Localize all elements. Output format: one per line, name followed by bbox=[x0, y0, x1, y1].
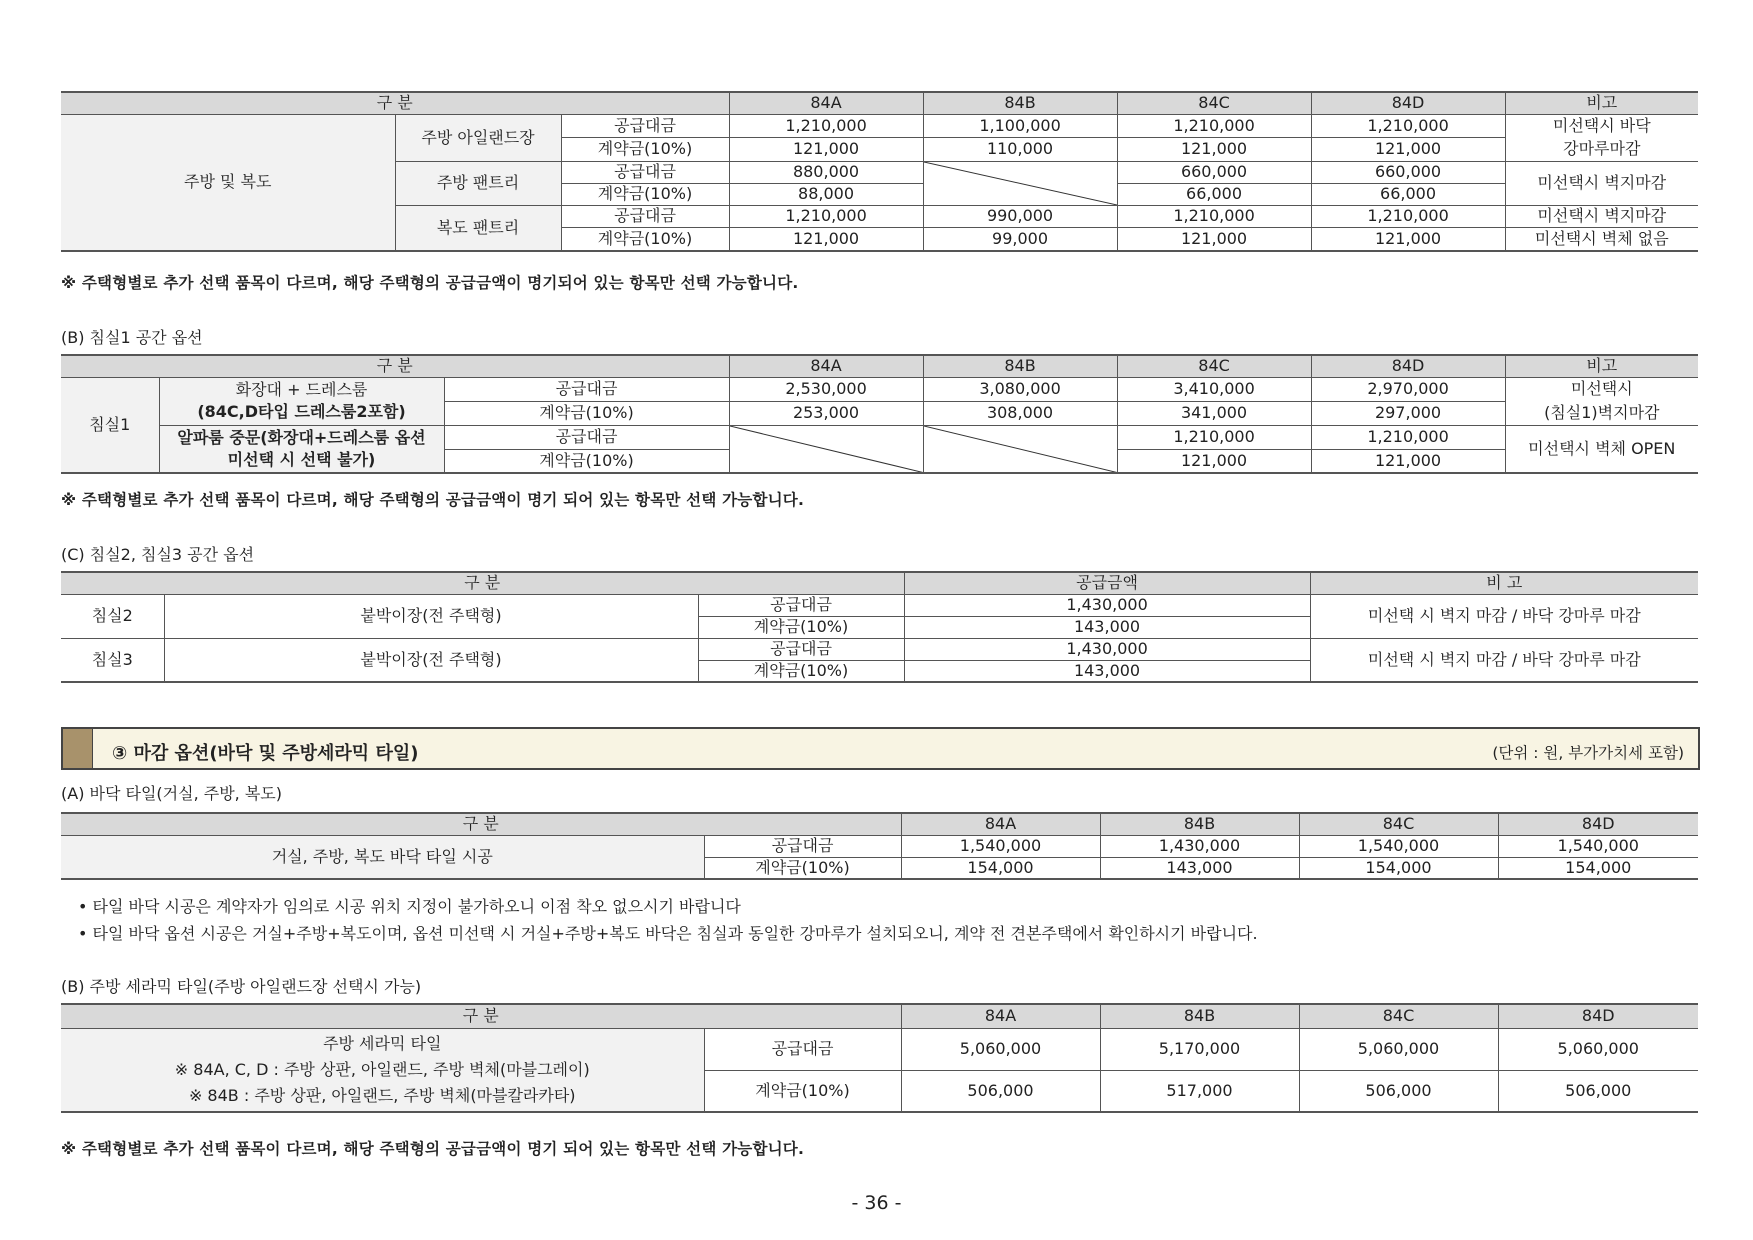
cell-value: 5,170,000 bbox=[1100, 1028, 1299, 1070]
cell-value: 5,060,000 bbox=[901, 1028, 1100, 1070]
cell-value: 506,000 bbox=[1299, 1070, 1498, 1112]
section-unit-note: (단위 : 원, 부가가치세 포함) bbox=[1492, 744, 1684, 762]
caption-e: (B) 주방 세라믹 타일(주방 아일랜드장 선택시 가능) bbox=[61, 977, 422, 996]
cell-value: 1,210,000 bbox=[1117, 114, 1311, 137]
table-row bbox=[61, 425, 1698, 449]
header-84c: 84C bbox=[1117, 355, 1311, 377]
header-category: 구 분 bbox=[61, 355, 729, 377]
item-name-line2: ※ 84A, C, D : 주방 상판, 아일랜드, 주방 벽체(마블그레이) bbox=[174, 1059, 590, 1079]
cell-value: 253,000 bbox=[729, 401, 923, 425]
header-84a: 84A bbox=[729, 92, 923, 114]
deposit-label: 계약금(10%) bbox=[561, 227, 729, 251]
cell-value: 1,100,000 bbox=[923, 114, 1117, 137]
cell-value: 1,210,000 bbox=[1117, 205, 1311, 227]
cell-value: 154,000 bbox=[1498, 857, 1698, 879]
cell-value: 506,000 bbox=[1498, 1070, 1698, 1112]
table-row bbox=[61, 1028, 1698, 1070]
caption-d: (A) 바닥 타일(거실, 주방, 복도) bbox=[61, 784, 282, 803]
remark: 미선택 시 벽지 마감 / 바닥 강마루 마감 bbox=[1310, 638, 1698, 682]
header-remark: 비고 bbox=[1505, 92, 1698, 114]
supply-label: 공급대금 bbox=[561, 114, 729, 137]
group-label: 침실1 bbox=[61, 377, 159, 473]
cell-value: 121,000 bbox=[1311, 137, 1505, 161]
cell-value: 2,530,000 bbox=[729, 377, 923, 401]
header-84d: 84D bbox=[1311, 355, 1505, 377]
header-amount: 공급금액 bbox=[904, 572, 1310, 594]
page-number: - 36 - bbox=[851, 1192, 902, 1214]
item-name-line3: ※ 84B : 주방 상판, 아일랜드, 주방 벽체(마블칼라카타) bbox=[188, 1085, 576, 1105]
cell-value: 1,540,000 bbox=[1299, 835, 1498, 857]
header-remark: 비 고 bbox=[1310, 572, 1698, 594]
cell-value: 121,000 bbox=[1311, 449, 1505, 473]
cell-value: 506,000 bbox=[901, 1070, 1100, 1112]
header-84b: 84B bbox=[1100, 813, 1299, 835]
cell-value: 297,000 bbox=[1311, 401, 1505, 425]
cell-value: 143,000 bbox=[904, 616, 1310, 638]
deposit-label: 계약금(10%) bbox=[698, 616, 904, 638]
header-84b: 84B bbox=[923, 355, 1117, 377]
header-remark: 비고 bbox=[1505, 355, 1698, 377]
cell-value: 143,000 bbox=[1100, 857, 1299, 879]
supply-label: 공급대금 bbox=[561, 205, 729, 227]
table-bedroom23 bbox=[61, 571, 1698, 683]
deposit-label: 계약금(10%) bbox=[698, 660, 904, 682]
remark: 강마루마감 bbox=[1505, 137, 1698, 161]
header-84a: 84A bbox=[901, 813, 1100, 835]
supply-label: 공급대금 bbox=[444, 377, 729, 401]
cell-value: 1,430,000 bbox=[904, 638, 1310, 660]
item-name: 거실, 주방, 복도 바닥 타일 시공 bbox=[61, 835, 704, 879]
item-name-line2: (84C,D타입 드레스룸2포함) bbox=[197, 402, 406, 421]
deposit-label: 계약금(10%) bbox=[561, 183, 729, 205]
note-e: ※ 주택형별로 추가 선택 품목이 다르며, 해당 주택형의 공급금액이 명기 되어 있는 항목만 선택 가능합니다. bbox=[61, 1140, 805, 1158]
item-name bbox=[61, 1028, 704, 1112]
supply-label: 공급대금 bbox=[561, 161, 729, 183]
supply-label: 공급대금 bbox=[704, 835, 901, 857]
cell-value: 66,000 bbox=[1311, 183, 1505, 205]
bullet-note: • 타일 바닥 옵션 시공은 거실+주방+복도이며, 옵션 미선택 시 거실+주방+복도 바닥은 침실과 동일한 강마루가 설치되오니, 계약 전 견본주택에서 확인하시기 바랍니다. bbox=[78, 924, 1258, 943]
caption-c: (C) 침실2, 침실3 공간 옵션 bbox=[61, 545, 255, 564]
item-name bbox=[159, 425, 444, 473]
header-84b: 84B bbox=[923, 92, 1117, 114]
cell-value: 1,210,000 bbox=[1311, 114, 1505, 137]
cell-value: 1,210,000 bbox=[729, 205, 923, 227]
table-row bbox=[61, 377, 1698, 401]
not-applicable-cell bbox=[923, 425, 1117, 473]
cell-value: 660,000 bbox=[1311, 161, 1505, 183]
cell-value: 121,000 bbox=[1117, 227, 1311, 251]
cell-value: 110,000 bbox=[923, 137, 1117, 161]
header-84b: 84B bbox=[1100, 1004, 1299, 1028]
item-name: 붙박이장(전 주택형) bbox=[164, 594, 698, 638]
note-b: ※ 주택형별로 추가 선택 품목이 다르며, 해당 주택형의 공급금액이 명기 되어 있는 항목만 선택 가능합니다. bbox=[61, 491, 805, 509]
cell-value: 660,000 bbox=[1117, 161, 1311, 183]
item-name: 주방 아일랜드장 bbox=[395, 114, 561, 161]
section-title: ③ 마감 옵션(바닥 및 주방세라믹 타일) bbox=[112, 743, 419, 764]
cell-value: 3,080,000 bbox=[923, 377, 1117, 401]
table-header bbox=[61, 92, 1698, 114]
item-name-line1: 알파룸 중문(화장대+드레스룸 옵션 bbox=[177, 428, 426, 448]
not-applicable-cell bbox=[729, 425, 923, 473]
item-name: 주방 팬트리 bbox=[395, 161, 561, 205]
cell-value: 143,000 bbox=[904, 660, 1310, 682]
bullet-note: • 타일 바닥 시공은 계약자가 임의로 시공 위치 지정이 불가하오니 이점 착오 없으시기 바랍니다 bbox=[78, 897, 741, 916]
table-ceramic-tile bbox=[61, 1003, 1698, 1113]
section-header-bar bbox=[61, 727, 1700, 770]
caption-b: (B) 침실1 공간 옵션 bbox=[61, 328, 203, 347]
cell-value: 1,210,000 bbox=[729, 114, 923, 137]
item-name bbox=[159, 377, 444, 425]
header-84d: 84D bbox=[1311, 92, 1505, 114]
table-row bbox=[61, 594, 1698, 616]
cell-value: 880,000 bbox=[729, 161, 923, 183]
item-name-line1: 주방 세라믹 타일 bbox=[323, 1034, 442, 1054]
table-row bbox=[61, 638, 1698, 660]
header-category: 구 분 bbox=[61, 92, 729, 114]
cell-value: 1,540,000 bbox=[1498, 835, 1698, 857]
supply-label: 공급대금 bbox=[698, 638, 904, 660]
table-floor-tile bbox=[61, 812, 1698, 880]
header-84d: 84D bbox=[1498, 813, 1698, 835]
deposit-label: 계약금(10%) bbox=[444, 401, 729, 425]
cell-value: 121,000 bbox=[729, 227, 923, 251]
item-name-line1: 화장대 + 드레스룸 bbox=[235, 380, 368, 400]
cell-value: 121,000 bbox=[1117, 137, 1311, 161]
table-header bbox=[61, 1004, 1698, 1028]
header-84c: 84C bbox=[1299, 813, 1498, 835]
deposit-label: 계약금(10%) bbox=[561, 137, 729, 161]
table-row bbox=[61, 114, 1698, 137]
header-category: 구 분 bbox=[61, 1004, 901, 1028]
supply-label: 공급대금 bbox=[698, 594, 904, 616]
cell-value: 121,000 bbox=[1311, 227, 1505, 251]
cell-value: 154,000 bbox=[1299, 857, 1498, 879]
deposit-label: 계약금(10%) bbox=[444, 449, 729, 473]
remark: 미선택시 벽체 OPEN bbox=[1505, 425, 1698, 473]
remark: 미선택시 벽체 없음 bbox=[1505, 227, 1698, 251]
header-category: 구 분 bbox=[61, 572, 904, 594]
cell-value: 1,430,000 bbox=[904, 594, 1310, 616]
cell-value: 341,000 bbox=[1117, 401, 1311, 425]
cell-value: 154,000 bbox=[901, 857, 1100, 879]
deposit-label: 계약금(10%) bbox=[704, 1070, 901, 1112]
cell-value: 121,000 bbox=[1117, 449, 1311, 473]
table-header bbox=[61, 572, 1698, 594]
header-84c: 84C bbox=[1299, 1004, 1498, 1028]
note-a: ※ 주택형별로 추가 선택 품목이 다르며, 해당 주택형의 공급금액이 명기되어 있는 항목만 선택 가능합니다. bbox=[61, 274, 799, 292]
header-84c: 84C bbox=[1117, 92, 1311, 114]
not-applicable-cell bbox=[923, 161, 1117, 205]
section-color-swatch bbox=[63, 729, 93, 768]
cell-value: 990,000 bbox=[923, 205, 1117, 227]
table-header bbox=[61, 813, 1698, 835]
table-header bbox=[61, 355, 1698, 377]
cell-value: 1,210,000 bbox=[1117, 425, 1311, 449]
cell-value: 66,000 bbox=[1117, 183, 1311, 205]
item-name: 복도 팬트리 bbox=[395, 205, 561, 251]
cell-value: 88,000 bbox=[729, 183, 923, 205]
header-84d: 84D bbox=[1498, 1004, 1698, 1028]
table-kitchen-corridor bbox=[61, 91, 1698, 252]
remark: 미선택시 bbox=[1505, 377, 1698, 401]
cell-value: 1,430,000 bbox=[1100, 835, 1299, 857]
item-name: 붙박이장(전 주택형) bbox=[164, 638, 698, 682]
group-label: 주방 및 복도 bbox=[61, 114, 395, 251]
header-84a: 84A bbox=[901, 1004, 1100, 1028]
room-label: 침실3 bbox=[61, 638, 164, 682]
remark: 미선택시 벽지마감 bbox=[1505, 161, 1698, 205]
cell-value: 121,000 bbox=[729, 137, 923, 161]
remark: 미선택시 벽지마감 bbox=[1505, 205, 1698, 227]
header-84a: 84A bbox=[729, 355, 923, 377]
cell-value: 2,970,000 bbox=[1311, 377, 1505, 401]
cell-value: 1,210,000 bbox=[1311, 425, 1505, 449]
table-row bbox=[61, 835, 1698, 857]
cell-value: 308,000 bbox=[923, 401, 1117, 425]
cell-value: 517,000 bbox=[1100, 1070, 1299, 1112]
header-category: 구 분 bbox=[61, 813, 901, 835]
cell-value: 5,060,000 bbox=[1498, 1028, 1698, 1070]
cell-value: 3,410,000 bbox=[1117, 377, 1311, 401]
supply-label: 공급대금 bbox=[444, 425, 729, 449]
item-name-line2: 미선택 시 선택 불가) bbox=[227, 449, 376, 469]
room-label: 침실2 bbox=[61, 594, 164, 638]
deposit-label: 계약금(10%) bbox=[704, 857, 901, 879]
remark: 미선택시 바닥 bbox=[1505, 114, 1698, 137]
cell-value: 1,210,000 bbox=[1311, 205, 1505, 227]
cell-value: 5,060,000 bbox=[1299, 1028, 1498, 1070]
remark: 미선택 시 벽지 마감 / 바닥 강마루 마감 bbox=[1310, 594, 1698, 638]
supply-label: 공급대금 bbox=[704, 1028, 901, 1070]
remark: (침실1)벽지마감 bbox=[1505, 401, 1698, 425]
table-bedroom1 bbox=[61, 354, 1698, 474]
cell-value: 1,540,000 bbox=[901, 835, 1100, 857]
cell-value: 99,000 bbox=[923, 227, 1117, 251]
